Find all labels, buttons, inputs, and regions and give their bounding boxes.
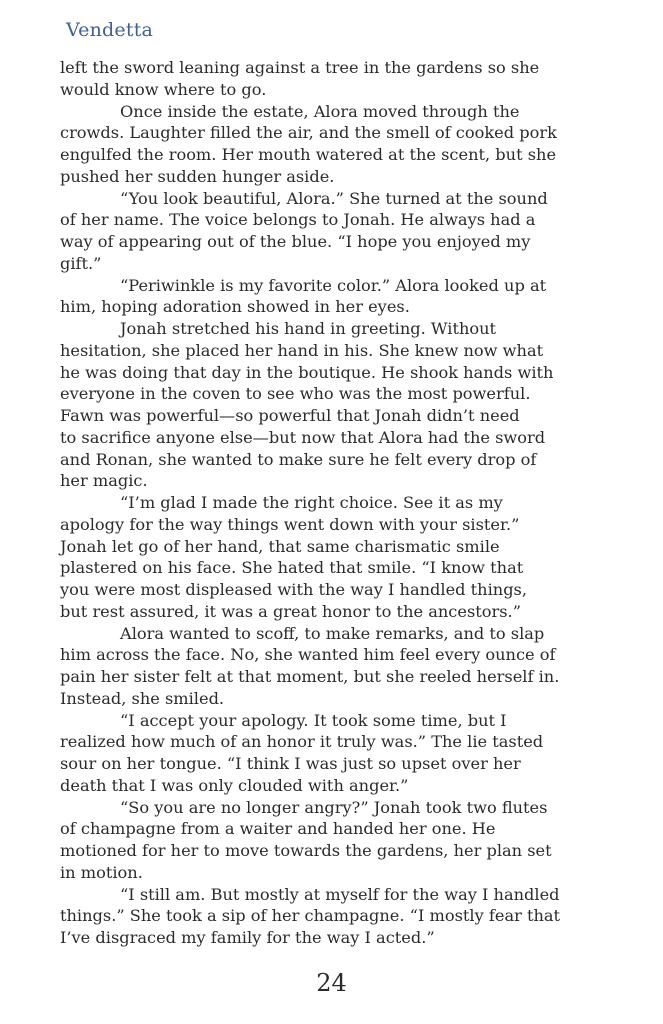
text-line: “So you are no longer angry?” Jonah took two flutes — [120, 797, 548, 817]
text-line: him, hoping adoration showed in her eyes. — [60, 297, 410, 317]
paragraph — [60, 623, 608, 710]
text-line: to sacrifice anyone else—but now that Alora had the sword — [60, 427, 546, 447]
paragraph — [60, 710, 608, 797]
text-line: but rest assured, it was a great honor to the ancestors.” — [60, 601, 521, 621]
text-line: engulfed the room. Her mouth watered at the scent, but she — [60, 145, 557, 164]
text-line: “You look beautiful, Alora.” She turned at the sound — [120, 188, 548, 208]
text-line: death that I was only clouded with anger.” — [60, 775, 409, 795]
paragraph — [60, 275, 608, 319]
paragraph — [60, 57, 608, 101]
text-line: things.” She took a sip of her champagne. “I mostly fear that — [60, 906, 561, 926]
text-line: “Periwinkle is my favorite color.” Alora looked up at — [120, 275, 547, 295]
text-line: would know where to go. — [60, 79, 267, 99]
text-line: everyone in the coven to see who was the most powerful. — [60, 384, 531, 404]
paragraph — [60, 492, 608, 623]
paragraph — [60, 101, 608, 188]
text-line: Alora wanted to scoff, to make remarks, and to slap — [120, 623, 545, 643]
text-line: “I accept your apology. It took some time, but I — [120, 710, 507, 730]
text-line: hesitation, she placed her hand in his. She knew now what — [60, 340, 544, 360]
paragraph — [60, 188, 608, 275]
text-line: Fawn was powerful—so powerful that Jonah didn’t need — [60, 406, 520, 425]
text-line: him across the face. No, she wanted him feel every ounce of — [60, 645, 556, 665]
text-line: crowds. Laughter filled the air, and the smell of cooked pork — [60, 123, 557, 143]
text-line: gift.” — [60, 253, 102, 273]
text-line: Jonah stretched his hand in greeting. Without — [120, 319, 497, 338]
page-number: 24 — [316, 969, 347, 997]
text-line: pain her sister felt at that moment, but she reeled herself in. — [60, 667, 560, 686]
text-line: in motion. — [60, 862, 143, 882]
text-line: of champagne from a waiter and handed her one. He — [60, 819, 496, 839]
running-header: Vendetta — [66, 19, 154, 41]
paragraph — [60, 797, 608, 884]
text-line: way of appearing out of the blue. “I hope you enjoyed my — [60, 232, 531, 251]
text-line: sour on her tongue. “I think I was just so upset over her — [60, 754, 521, 773]
paragraph — [60, 318, 608, 492]
text-line: plastered on his face. She hated that smile. “I know that — [60, 558, 524, 578]
text-line: I’ve disgraced my family for the way I acted.” — [60, 928, 435, 947]
text-line: motioned for her to move towards the gardens, her plan set — [60, 841, 552, 860]
text-line: her magic. — [60, 471, 148, 491]
text-line: Once inside the estate, Alora moved through the — [120, 101, 520, 121]
text-line: “I’m glad I made the right choice. See it as my — [120, 493, 503, 512]
text-line: apology for the way things went down with your sister.” — [60, 514, 520, 534]
text-line: Instead, she smiled. — [60, 688, 225, 708]
text-line: you were most displeased with the way I handled things, — [60, 580, 528, 599]
text-line: Jonah let go of her hand, that same charismatic smile — [60, 536, 500, 556]
text-line: left the sword leaning against a tree in the gardens so she — [60, 58, 540, 77]
paragraph — [60, 884, 608, 949]
text-line: he was doing that day in the boutique. He shook hands with — [60, 362, 554, 382]
text-line: “I still am. But mostly at myself for the way I handled — [120, 884, 560, 904]
text-line: pushed her sudden hunger aside. — [60, 166, 335, 186]
body-text — [60, 57, 608, 949]
text-line: of her name. The voice belongs to Jonah. He always had a — [60, 210, 536, 230]
text-line: and Ronan, she wanted to make sure he felt every drop of — [60, 449, 537, 469]
text-line: realized how much of an honor it truly was.” The lie tasted — [60, 732, 544, 752]
